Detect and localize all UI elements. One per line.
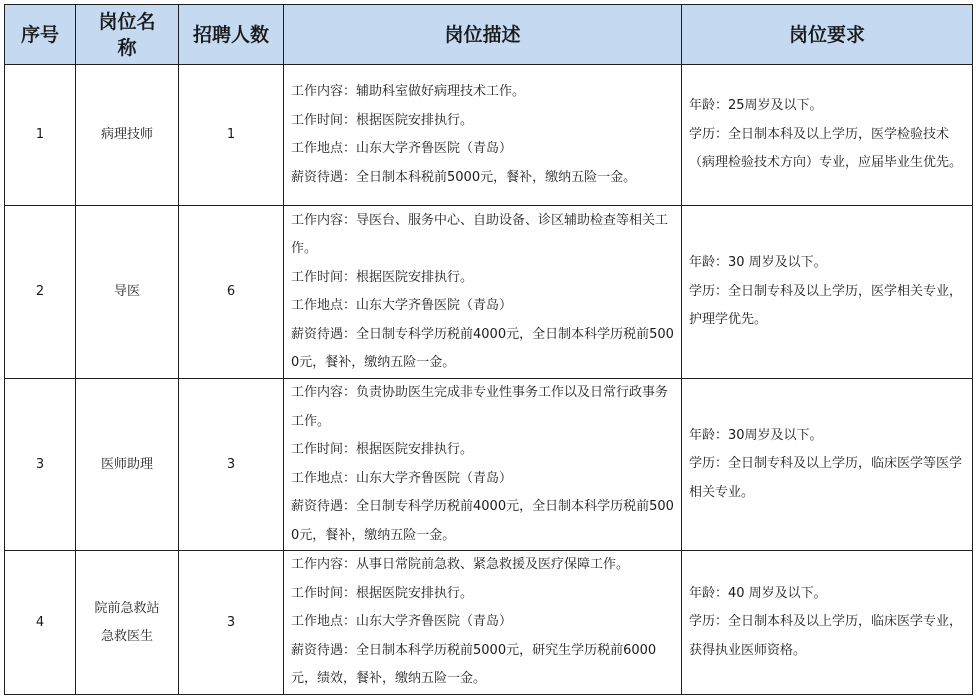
description-line: 薪资待遇：全日制本科税前5000元，餐补，缴纳五险一金。	[291, 169, 637, 185]
table-header-row	[5, 5, 973, 65]
row-name-cell	[76, 206, 179, 379]
row-name-cell	[76, 379, 179, 551]
description-line: 薪资待遇：全日制专科学历税前4000元，全日制本科学历税前5000元，餐补，缴纳五险一金。	[291, 326, 674, 370]
row-requirements-cell	[682, 206, 973, 379]
row-description-cell	[284, 65, 682, 206]
header-description: 岗位描述	[284, 5, 682, 65]
row-requirements-cell	[682, 379, 973, 551]
description-line: 薪资待遇：全日制专科学历税前4000元，全日制本科学历税前5000元，餐补，缴纳五险一金。	[291, 499, 674, 543]
requirement-line: 年龄：40 周岁及以下。	[689, 585, 827, 601]
header-requirements: 岗位要求	[682, 5, 973, 65]
row-index-cell: 1	[5, 65, 76, 206]
row-requirements-cell	[682, 65, 973, 206]
requirement-line: 年龄：25周岁及以下。	[689, 98, 823, 114]
table-row	[5, 206, 973, 379]
header-name: 岗位名称	[76, 5, 179, 65]
requirement-line: 学历：全日制专科及以上学历，临床医学等医学相关专业。	[689, 456, 963, 500]
row-name-line: 病理技师	[100, 127, 153, 142]
description-line: 工作地点：山东大学齐鲁医院（青岛）	[291, 470, 513, 486]
row-requirements-cell	[682, 551, 973, 695]
row-name-line: 急救医生	[100, 628, 153, 644]
header-index: 序号	[5, 5, 76, 65]
row-index-cell: 2	[5, 206, 76, 379]
row-index-cell: 4	[5, 551, 76, 695]
table-body	[5, 65, 973, 695]
table-row	[5, 551, 973, 695]
requirement-line: 学历：全日制专科及以上学历，医学相关专业，护理学优先。	[689, 283, 963, 328]
requirement-line: 年龄：30 周岁及以下。	[689, 255, 827, 271]
row-count-cell: 6	[179, 206, 284, 379]
job-table	[4, 4, 973, 695]
table-row	[5, 65, 973, 206]
row-count-cell: 1	[179, 65, 284, 206]
row-name-line: 导医	[113, 284, 140, 299]
row-name-cell	[76, 551, 179, 695]
requirement-line: 学历：全日制本科及以上学历，临床医学专业，获得执业医师资格。	[689, 614, 963, 658]
row-description-cell	[284, 551, 682, 695]
description-line: 工作内容：负责协助医生完成非专业性事务工作以及日常行政事务工作。	[291, 385, 669, 429]
description-line: 薪资待遇：全日制本科学历税前5000元，研究生学历税前6000元，绩效，餐补，缴纳五险一金。	[291, 642, 657, 687]
row-name-line: 院前急救站	[94, 600, 160, 616]
row-name-line: 医师助理	[100, 456, 153, 472]
description-line: 工作地点：山东大学齐鲁医院（青岛）	[291, 141, 513, 156]
description-line: 工作时间：根据医院安排执行。	[291, 112, 474, 128]
description-line: 工作时间：根据医院安排执行。	[291, 442, 474, 457]
row-name-cell	[76, 65, 179, 206]
description-line: 工作时间：根据医院安排执行。	[291, 269, 474, 285]
row-description-cell	[284, 206, 682, 379]
row-count-cell: 3	[179, 551, 284, 695]
header-count: 招聘人数	[179, 5, 284, 65]
description-line: 工作时间：根据医院安排执行。	[291, 585, 474, 601]
description-line: 工作地点：山东大学齐鲁医院（青岛）	[291, 298, 513, 313]
description-line: 工作内容：导医台、服务中心、自助设备、诊区辅助检查等相关工作。	[291, 212, 669, 256]
requirement-line: 年龄：30周岁及以下。	[689, 427, 823, 443]
row-count-cell: 3	[179, 379, 284, 551]
row-description-cell	[284, 379, 682, 551]
row-index-cell: 3	[5, 379, 76, 551]
description-line: 工作地点：山东大学齐鲁医院（青岛）	[291, 614, 513, 630]
table-row	[5, 379, 973, 551]
description-line: 工作内容：辅助科室做好病理技术工作。	[291, 84, 526, 99]
description-line: 工作内容：从事日常院前急救、紧急救援及医疗保障工作。	[291, 557, 630, 573]
requirement-line: 学历：全日制本科及以上学历，医学检验技术（病理检验技术方向）专业，应届毕业生优先。	[689, 126, 963, 171]
